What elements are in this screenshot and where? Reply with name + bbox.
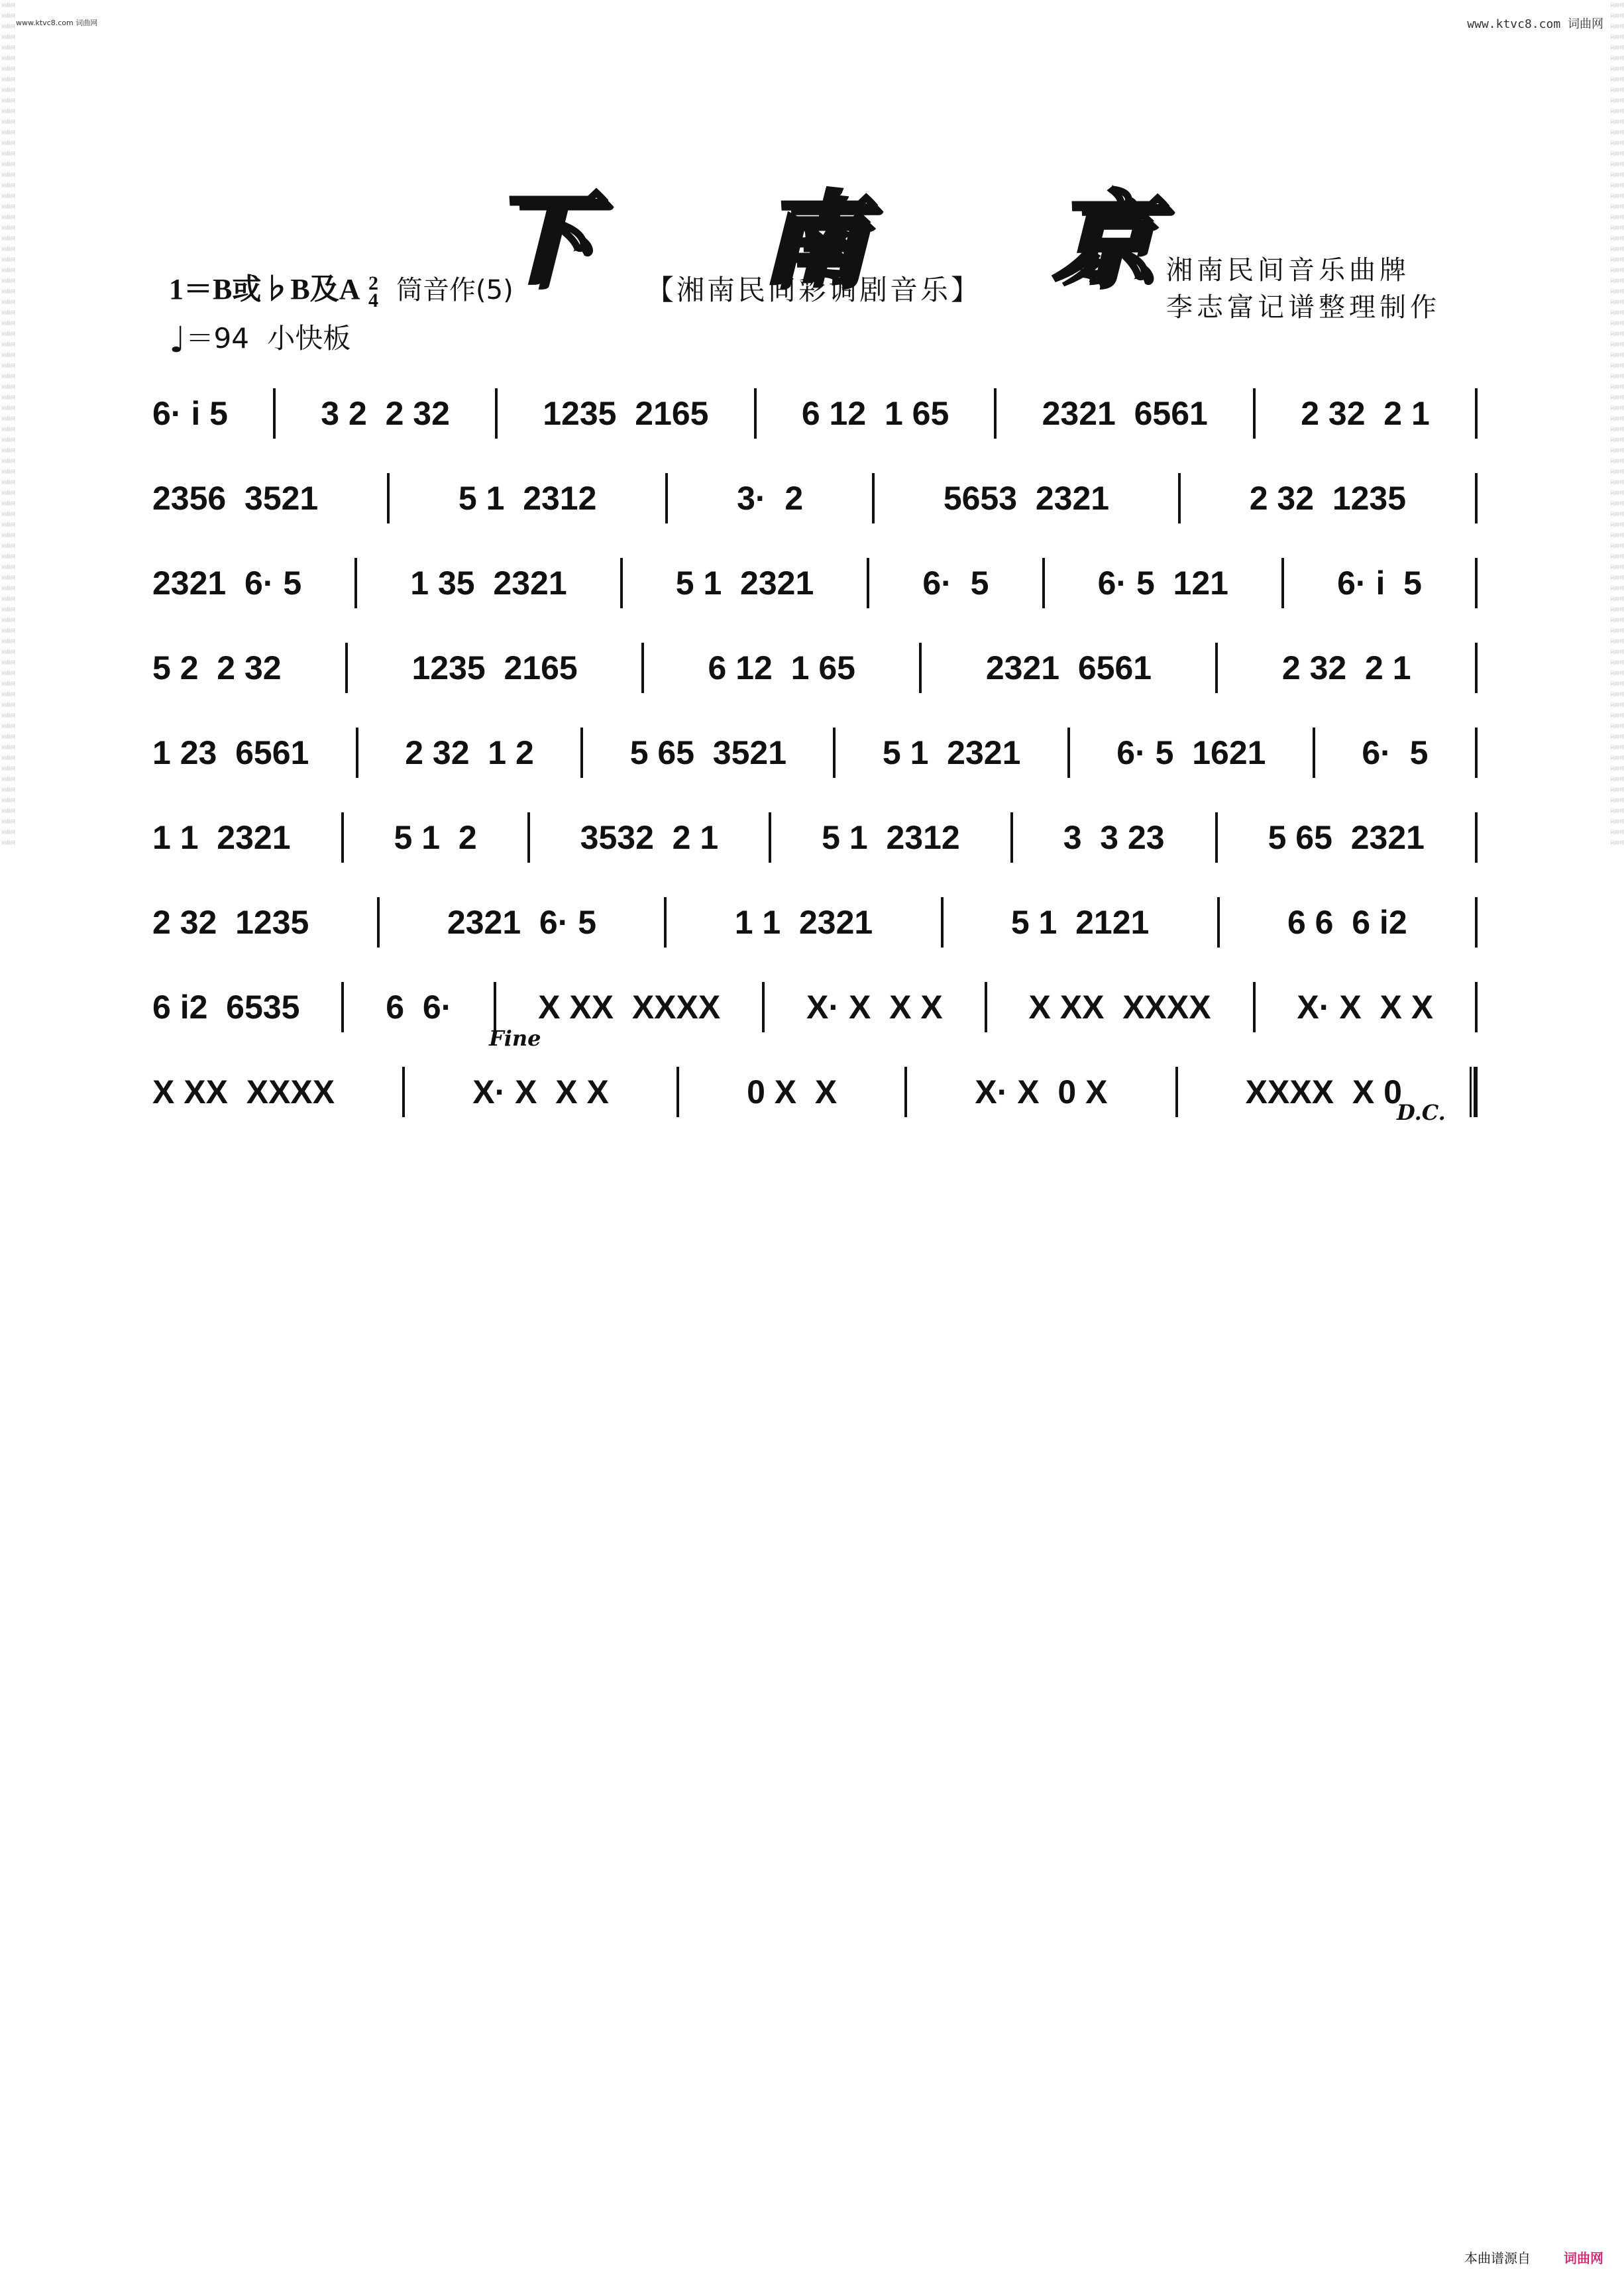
title-char-2: 南 [762, 181, 862, 298]
score-line [152, 710, 1478, 795]
score [152, 371, 1478, 1134]
barline [872, 473, 875, 523]
barline [1253, 388, 1256, 439]
measure: 2 32 1235 [152, 904, 309, 941]
barline [1281, 558, 1284, 608]
barline [1475, 558, 1478, 608]
barline [1475, 728, 1478, 778]
barline [1067, 728, 1070, 778]
barline [1215, 812, 1218, 863]
barline [1253, 982, 1256, 1032]
title-char-1: 下 [490, 181, 590, 298]
tempo-term: 小快板 [267, 322, 351, 354]
measure: 1 35 2321 [410, 565, 567, 602]
barline [402, 1067, 405, 1117]
genre-label: 【湘南民间彩调剧音乐】 [646, 274, 982, 306]
measure: 6· i 5 [1337, 565, 1422, 602]
barline [1175, 1067, 1178, 1117]
barline [1217, 897, 1220, 948]
measure: X· X X X [1297, 989, 1434, 1026]
measure: 2 32 1 2 [405, 734, 534, 771]
measure: X XX XXXX [538, 989, 721, 1026]
score-line [152, 1050, 1478, 1134]
barline [345, 643, 348, 693]
measure: XXXX X 0 [1245, 1073, 1402, 1111]
time-signature-bottom: 4 [368, 289, 379, 311]
credit-line-2: 李志富记谱整理制作 [1166, 292, 1440, 323]
footer-site-link[interactable]: 词曲网 [1564, 2250, 1603, 2266]
score-line [152, 371, 1478, 456]
barline [919, 643, 922, 693]
measure: 2321 6561 [1042, 395, 1208, 432]
title-char-3: 京 [1054, 181, 1154, 298]
footer-source: 本曲谱源自 [1464, 2250, 1531, 2266]
score-line [152, 965, 1478, 1050]
header-site-url: www.ktvc8.com 词曲网 [1467, 17, 1603, 31]
barline [769, 812, 771, 863]
measure: 0 X X [747, 1073, 838, 1111]
barline [387, 473, 390, 523]
measure: 6 i2 6535 [152, 989, 300, 1026]
barline [1010, 812, 1013, 863]
score-line [152, 625, 1478, 710]
measure: 6· 5 1621 [1116, 734, 1266, 771]
measure: 3532 2 1 [580, 819, 719, 856]
measure: 6· 5 [1362, 734, 1429, 771]
measure: 1235 2165 [411, 649, 578, 686]
measure: 5 1 2321 [882, 734, 1021, 771]
barline [495, 388, 498, 439]
measure: 6 6 6 i2 [1287, 904, 1407, 941]
barline [1475, 812, 1478, 863]
barline [1475, 643, 1478, 693]
barline [377, 897, 380, 948]
barline [754, 388, 757, 439]
time-signature-top: 2 [368, 272, 379, 294]
barline [1475, 388, 1478, 439]
measure: 5 1 2 [394, 819, 477, 856]
barline [341, 812, 344, 863]
measure: 2 32 2 1 [1301, 395, 1430, 432]
barline [1475, 897, 1478, 948]
fine-mark: Fine [489, 1026, 541, 1051]
measure: 2321 6561 [985, 649, 1152, 686]
measure: 5 1 2312 [458, 480, 597, 517]
measure: 1 1 2321 [152, 819, 291, 856]
measure: X· X 0 X [975, 1073, 1108, 1111]
barline [762, 982, 765, 1032]
barline [641, 643, 644, 693]
score-line [152, 880, 1478, 965]
barline [665, 473, 668, 523]
measure: 6· 5 121 [1097, 565, 1228, 602]
measure: 1 1 2321 [734, 904, 873, 941]
measure: 6 12 1 65 [708, 649, 855, 686]
barline [941, 897, 944, 948]
measure: 2 32 2 1 [1281, 649, 1411, 686]
dc-mark: D.C. [1397, 1100, 1446, 1125]
barline [904, 1067, 907, 1117]
measure: 5 65 3521 [629, 734, 787, 771]
score-line [152, 795, 1478, 880]
barline [1475, 473, 1478, 523]
measure: 1 23 6561 [152, 734, 309, 771]
measure: 1235 2165 [543, 395, 709, 432]
barline [1042, 558, 1045, 608]
right-edge-watermark: 词曲网 词曲网 词曲网 词曲网 词曲网 词曲网 词曲网 词曲网 词曲网 词曲网 词曲网 词曲网 词曲网 词曲网 词曲网 词曲网 词曲网 词曲网 词曲网 词曲网 词曲网 词曲网 词曲网 词曲网 词曲网 词曲网 词曲网 词曲网 词曲网 词曲网 词曲网 词曲网 词曲网 词曲网 词曲网 词曲网 词曲网 词曲网 词曲网 词曲网 词曲网 词曲网 词曲网 词曲网 词曲网 词曲网 词曲网 词曲网 词曲网 词曲网 词曲网 词曲网 词曲网 词曲网 词曲网 词曲网 词曲网 词曲网 词曲网 词曲网 词曲网 词曲网 词曲网 词曲网 词曲网 词曲网 词曲网 词曲网 词曲网 词曲网 词曲网 词曲网 词曲网 词曲网 词曲网 词曲网 词曲网 词曲网 词曲网 词曲网 [1610, 3, 1624, 845]
barline [1178, 473, 1181, 523]
key-text: 1＝B或♭B及A [169, 273, 359, 305]
measure: 5 1 2321 [675, 565, 814, 602]
barline [1215, 643, 1218, 693]
barline [354, 558, 357, 608]
barline [664, 897, 667, 948]
mode-text: 筒音作(5) [396, 275, 514, 305]
measure: X· X X X [806, 989, 943, 1026]
barline [1313, 728, 1315, 778]
measure: 5 1 2312 [822, 819, 960, 856]
measure: 5 65 2321 [1268, 819, 1425, 856]
barline [867, 558, 869, 608]
measure: 6 6· [386, 989, 453, 1026]
measure: 5 1 2121 [1010, 904, 1150, 941]
measure: X XX XXXX [1028, 989, 1211, 1026]
measure: 5653 2321 [943, 480, 1110, 517]
measure: 5 2 2 32 [152, 649, 282, 686]
time-signature [368, 272, 379, 311]
measure: 3· 2 [737, 480, 804, 517]
barline [620, 558, 623, 608]
barline [356, 728, 358, 778]
measure: 6· 5 [922, 565, 989, 602]
measure: 3 2 2 32 [321, 395, 450, 432]
header-site-text: www.ktvc8.com 词曲网 [16, 19, 98, 27]
measure: 2 32 1235 [1249, 480, 1407, 517]
barline [273, 388, 276, 439]
barline [994, 388, 997, 439]
barline [677, 1067, 679, 1117]
barline [580, 728, 583, 778]
score-line [152, 456, 1478, 541]
score-line [152, 541, 1478, 625]
credit-line-1: 湘南民间音乐曲牌 [1166, 255, 1410, 286]
measure: 2321 6· 5 [447, 904, 597, 941]
barline [1470, 1067, 1478, 1117]
barline [833, 728, 836, 778]
barline [527, 812, 530, 863]
barline [494, 982, 496, 1032]
tempo [169, 317, 351, 360]
measure: X XX XXXX [152, 1073, 335, 1111]
barline [985, 982, 987, 1032]
measure: 2356 3521 [152, 480, 319, 517]
credits [1166, 252, 1440, 326]
measure: 2321 6· 5 [152, 565, 302, 602]
measure: X· X X X [472, 1073, 609, 1111]
barline [1475, 982, 1478, 1032]
measure: 6· i 5 [152, 395, 228, 432]
barline [341, 982, 344, 1032]
left-edge-watermark: 词曲网 词曲网 词曲网 词曲网 词曲网 词曲网 词曲网 词曲网 词曲网 词曲网 词曲网 词曲网 词曲网 词曲网 词曲网 词曲网 词曲网 词曲网 词曲网 词曲网 词曲网 词曲网 词曲网 词曲网 词曲网 词曲网 词曲网 词曲网 词曲网 词曲网 词曲网 词曲网 词曲网 词曲网 词曲网 词曲网 词曲网 词曲网 词曲网 词曲网 词曲网 词曲网 词曲网 词曲网 词曲网 词曲网 词曲网 词曲网 词曲网 词曲网 词曲网 词曲网 词曲网 词曲网 词曲网 词曲网 词曲网 词曲网 词曲网 词曲网 词曲网 词曲网 词曲网 词曲网 词曲网 词曲网 词曲网 词曲网 词曲网 词曲网 词曲网 词曲网 词曲网 词曲网 词曲网 词曲网 词曲网 词曲网 词曲网 词曲网 [1, 3, 15, 845]
quarter-note-icon: ♩ [169, 319, 186, 360]
key-signature [169, 265, 514, 309]
tempo-value: ＝94 [186, 322, 249, 354]
measure: 6 12 1 65 [801, 395, 949, 432]
measure: 3 3 23 [1063, 819, 1165, 856]
